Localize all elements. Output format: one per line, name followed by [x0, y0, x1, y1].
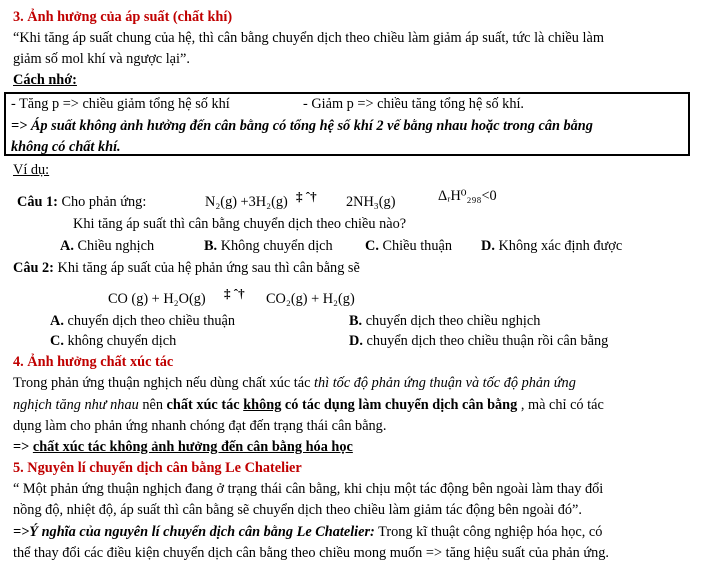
box-rule-increase: - Tăng p => chiều giảm tổng hệ số khí	[11, 96, 230, 112]
s4-text: Trong phản ứng thuận nghịch nếu dùng chất xúc tác	[13, 375, 315, 391]
example-label: Ví dụ:	[13, 162, 50, 178]
q1-equation-left: N₂(g) +3H₂(g)	[205, 194, 288, 210]
box-rule-decrease: - Giảm p => chiều tăng tổng hệ số khí.	[303, 96, 525, 112]
question-1-label: Câu 1:	[17, 194, 58, 210]
s4-text: nên	[138, 397, 167, 413]
s4-conclusion	[13, 439, 353, 456]
remember-label: Cách nhớ:	[13, 72, 77, 88]
s4-bold-text: có tác dụng làm chuyển dịch cân bằng	[281, 397, 518, 413]
s5-quote-line-1: “ Một phản ứng thuận nghịch đang ở trạng thái cân bằng, khi chịu một tác động bên ngoài làm thay đổi	[13, 481, 604, 497]
question-2-label: Câu 2:	[13, 260, 54, 276]
box-conclusion-line-2: không có chất khí.	[11, 139, 121, 155]
s3-quote-line-1: “Khi tăng áp suất chung của hệ, thì cân bằng chuyển dịch theo chiều làm giảm áp suất, tức là chiều làm	[13, 30, 604, 46]
meaning-text: Trong kĩ thuật công nghiệp hóa học, có	[374, 524, 603, 540]
option-text: chuyển dịch theo chiều thuận rồi cân bằng	[362, 333, 609, 349]
option-key: A.	[50, 313, 64, 329]
s3-quote-line-2: giảm số mol khí và ngược lại”.	[13, 51, 190, 67]
option-key: C.	[50, 333, 64, 349]
q1-enthalpy: ΔᵣH⁰₂₉₈<0	[438, 188, 497, 204]
section-5-heading: 5. Nguyên lí chuyển dịch cân bằng Le Chatelier	[13, 460, 302, 476]
option-text: không chuyển dịch	[63, 333, 177, 349]
option-text: Chiều nghịch	[73, 238, 155, 254]
option-key: B.	[349, 313, 363, 329]
option-key: A.	[60, 238, 74, 254]
s5-meaning-line-1	[13, 524, 602, 541]
s4-conclusion-text: chất xúc tác không ảnh hưởng đến cân bằng hóa học	[32, 439, 353, 455]
s4-bold-text: chất xúc tác	[166, 397, 244, 413]
q2-option-a[interactable]	[50, 313, 235, 330]
question-2	[13, 260, 360, 277]
option-key: D.	[349, 333, 363, 349]
q1-option-c[interactable]	[365, 238, 452, 255]
arrow-text: =>	[13, 439, 33, 455]
q1-equation-right: 2NH₃(g)	[346, 194, 396, 210]
s4-paragraph-line-3: dụng làm cho phản ứng nhanh chóng đạt đến trạng thái cân bằng.	[13, 418, 387, 434]
s4-italic-text: thì tốc độ phản ứng thuận và tốc độ phản ứng	[314, 375, 576, 391]
meaning-label: =>Ý nghĩa của nguyên lí chuyển dịch cân bằng Le Chatelier:	[13, 524, 375, 540]
equilibrium-arrow-icon: ‡ ˆ†	[296, 189, 317, 204]
s5-meaning-line-2: thể thay đổi các điều kiện chuyển dịch cân bằng theo chiều mong muốn => tăng hiệu suất của phản ứng.	[13, 545, 609, 561]
s4-bold-underline-text: không	[243, 397, 282, 413]
section-3-heading: 3. Ảnh hưởng của áp suất (chất khí)	[13, 9, 233, 25]
s4-italic-text: nghịch tăng như nhau	[13, 397, 139, 413]
option-text: Không chuyển dịch	[217, 238, 333, 254]
option-key: B.	[204, 238, 218, 254]
option-key: C.	[365, 238, 379, 254]
q1-option-a[interactable]	[60, 238, 154, 255]
option-text: chuyển dịch theo chiều thuận	[63, 313, 236, 329]
option-text: Chiều thuận	[378, 238, 452, 254]
q1-option-b[interactable]	[204, 238, 333, 255]
s4-text: , mà chỉ có tác	[517, 397, 604, 413]
q2-option-b[interactable]	[349, 313, 540, 330]
question-2-text: Khi tăng áp suất của hệ phản ứng sau thì cân bằng sẽ	[53, 260, 360, 276]
q2-option-d[interactable]	[349, 333, 608, 350]
q1-question: Khi tăng áp suất thì cân bằng chuyển dịch theo chiều nào?	[73, 216, 407, 232]
q2-option-c[interactable]	[50, 333, 176, 350]
box-conclusion-line-1: => Áp suất không ảnh hưởng đến cân bằng có tổng hệ số khí 2 vế bằng nhau hoặc trong cân bằng	[11, 118, 593, 134]
q1-option-d[interactable]	[481, 238, 622, 255]
s4-paragraph-line-2	[13, 397, 604, 414]
option-text: chuyển dịch theo chiều nghịch	[362, 313, 541, 329]
question-1	[17, 194, 146, 211]
s4-paragraph-line-1	[13, 375, 576, 392]
option-key: D.	[481, 238, 495, 254]
option-text: Không xác định được	[494, 238, 623, 254]
q2-equation-right: CO₂(g) + H₂(g)	[266, 291, 355, 307]
s5-quote-line-2: nồng độ, nhiệt độ, áp suất thì cân bằng sẽ chuyển dịch theo chiều làm giảm tác động bên ngoài đó”.	[13, 502, 582, 518]
question-1-text: Cho phản ứng:	[57, 194, 147, 210]
equilibrium-arrow-icon: ‡ ˆ†	[224, 286, 245, 301]
q2-equation-left: CO (g) + H₂O(g)	[108, 291, 206, 307]
section-4-heading: 4. Ảnh hưởng chất xúc tác	[13, 354, 174, 370]
